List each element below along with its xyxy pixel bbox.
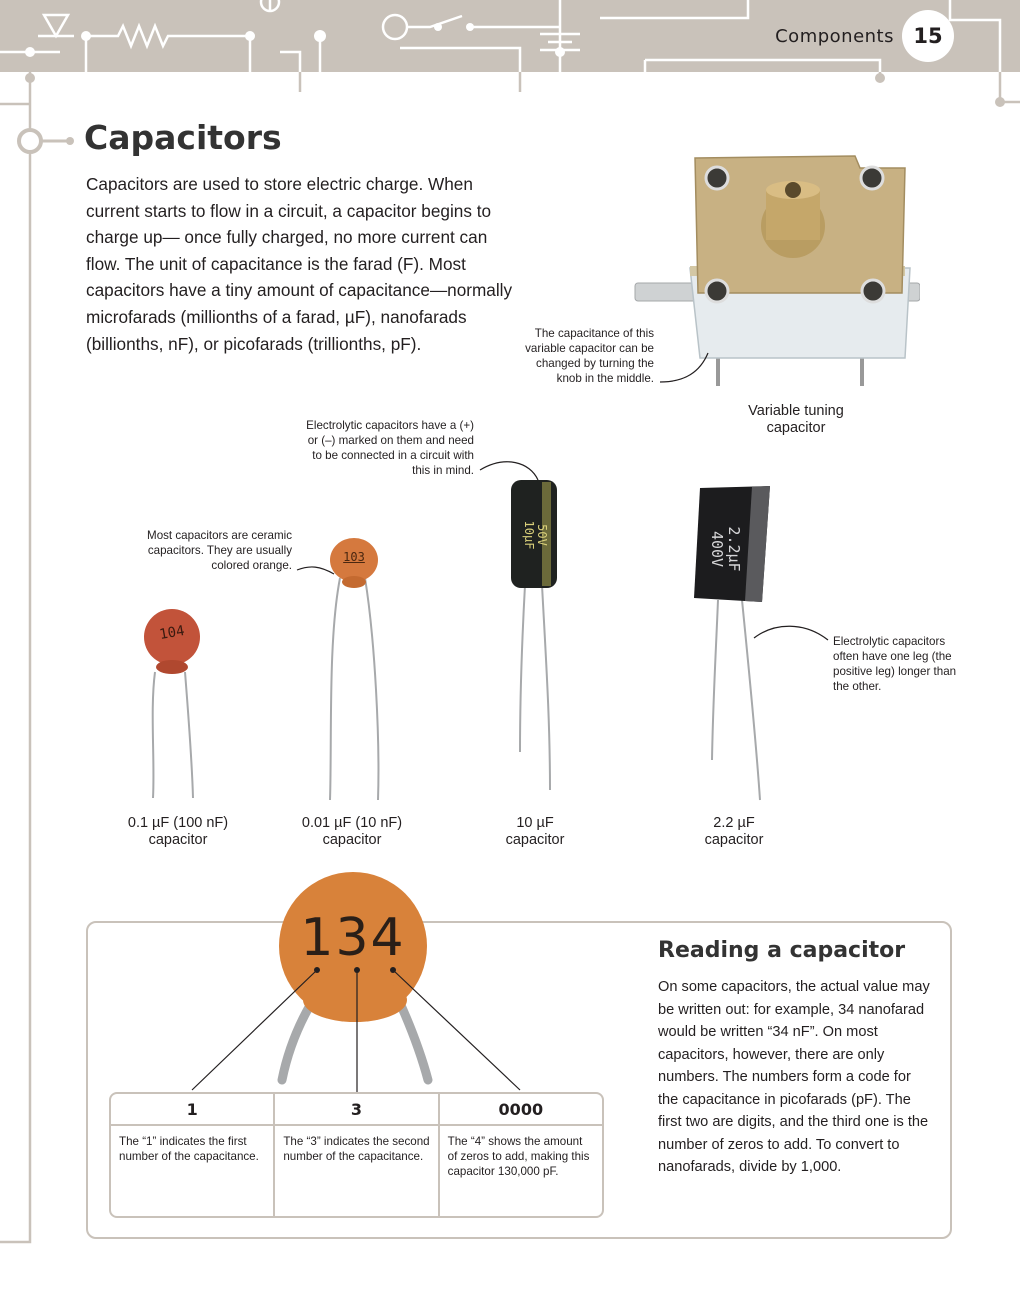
caption-c4-line1: 2.2 µF bbox=[713, 815, 755, 831]
page-number: 15 bbox=[913, 24, 943, 48]
marking-2-2uF-volt: 400V bbox=[708, 530, 726, 568]
note-variable: The capacitance of this variable capacitor can be changed by turning the knob in the middle. bbox=[525, 327, 654, 385]
caption-c2-line2: capacitor bbox=[322, 832, 382, 848]
caption-variable-line1: Variable tuning bbox=[748, 403, 844, 419]
caption-c2-line1: 0.01 µF (10 nF) bbox=[301, 815, 403, 831]
intro-paragraph: Capacitors are used to store electric charge. When current starts to flow in a circuit, a capacitor begins to charge up— once fully charged, no more current can flow. The unit of capacitance is the farad (F). Most capacitors have a tiny amount of capacitance—normally microfarads (millionths of a farad, µF), nanofarads (billionths, nF), or picofarads (trillionths, pF). bbox=[86, 174, 513, 354]
reading-body: On some capacitors, the actual value may be written out: for example, 34 nanofarad would be written “34 nF”. On most capacitors, however, there are only numbers. The numbers form a code for the capacitance in picofarads (pF). The first two are digits, and the third one is the number of zeros to add. To convert to nanofarads, divide by 1,000. bbox=[658, 979, 930, 1175]
section-label: Components bbox=[775, 26, 894, 47]
code-head-3: 0000 bbox=[440, 1094, 602, 1126]
note-electrolytic-polarity: Electrolytic capacitors have a (+) or (–) marked on them and need to be connected in a circuit with this in mind. bbox=[306, 419, 474, 477]
note-leg: Electrolytic capacitors often have one leg (the positive leg) longer than the other. bbox=[833, 635, 957, 693]
ceramic-103-capacitor bbox=[330, 538, 378, 800]
caption-c2 bbox=[282, 815, 422, 849]
caption-c1-line1: 0.1 µF (100 nF) bbox=[127, 815, 229, 831]
page-title: Capacitors bbox=[84, 118, 282, 157]
reading-title: Reading a capacitor bbox=[658, 938, 906, 963]
caption-c4 bbox=[664, 815, 804, 849]
code-desc-2: The “3” indicates the second number of the capacitance. bbox=[283, 1135, 430, 1163]
caption-c3-line2: capacitor bbox=[505, 832, 565, 848]
caption-c4-line2: capacitor bbox=[704, 832, 764, 848]
marking-10uF-value: 10µF bbox=[522, 520, 536, 550]
caption-c3 bbox=[465, 815, 605, 849]
big-code-digits: 134 bbox=[300, 908, 406, 968]
caption-c1-line2: capacitor bbox=[148, 832, 208, 848]
code-head-1: 1 bbox=[111, 1094, 273, 1126]
code-column-2 bbox=[273, 1094, 437, 1216]
marking-2-2uF bbox=[708, 494, 742, 604]
code-column-1 bbox=[111, 1094, 273, 1216]
note-ceramic: Most capacitors are ceramic capacitors. They are usually colored orange. bbox=[147, 529, 292, 572]
marking-104: 104 bbox=[158, 622, 186, 644]
caption-variable-line2: capacitor bbox=[766, 420, 826, 436]
marking-103: 103 bbox=[343, 550, 365, 564]
code-column-3 bbox=[438, 1094, 602, 1216]
marking-10uF bbox=[522, 480, 548, 590]
marking-10uF-volt: 50V bbox=[535, 524, 549, 546]
code-head-2: 3 bbox=[275, 1094, 437, 1126]
caption-c1 bbox=[108, 815, 248, 849]
caption-c3-line1: 10 µF bbox=[516, 815, 554, 831]
big-capacitor-diagram bbox=[180, 870, 540, 1100]
code-desc-1: The “1” indicates the first number of the capacitance. bbox=[119, 1135, 259, 1163]
code-desc-3: The “4” shows the amount of zeros to add, making this capacitor 130,000 pF. bbox=[447, 1135, 590, 1178]
marking-2-2uF-value: 2.2µF bbox=[725, 526, 743, 572]
code-table bbox=[109, 1092, 604, 1218]
